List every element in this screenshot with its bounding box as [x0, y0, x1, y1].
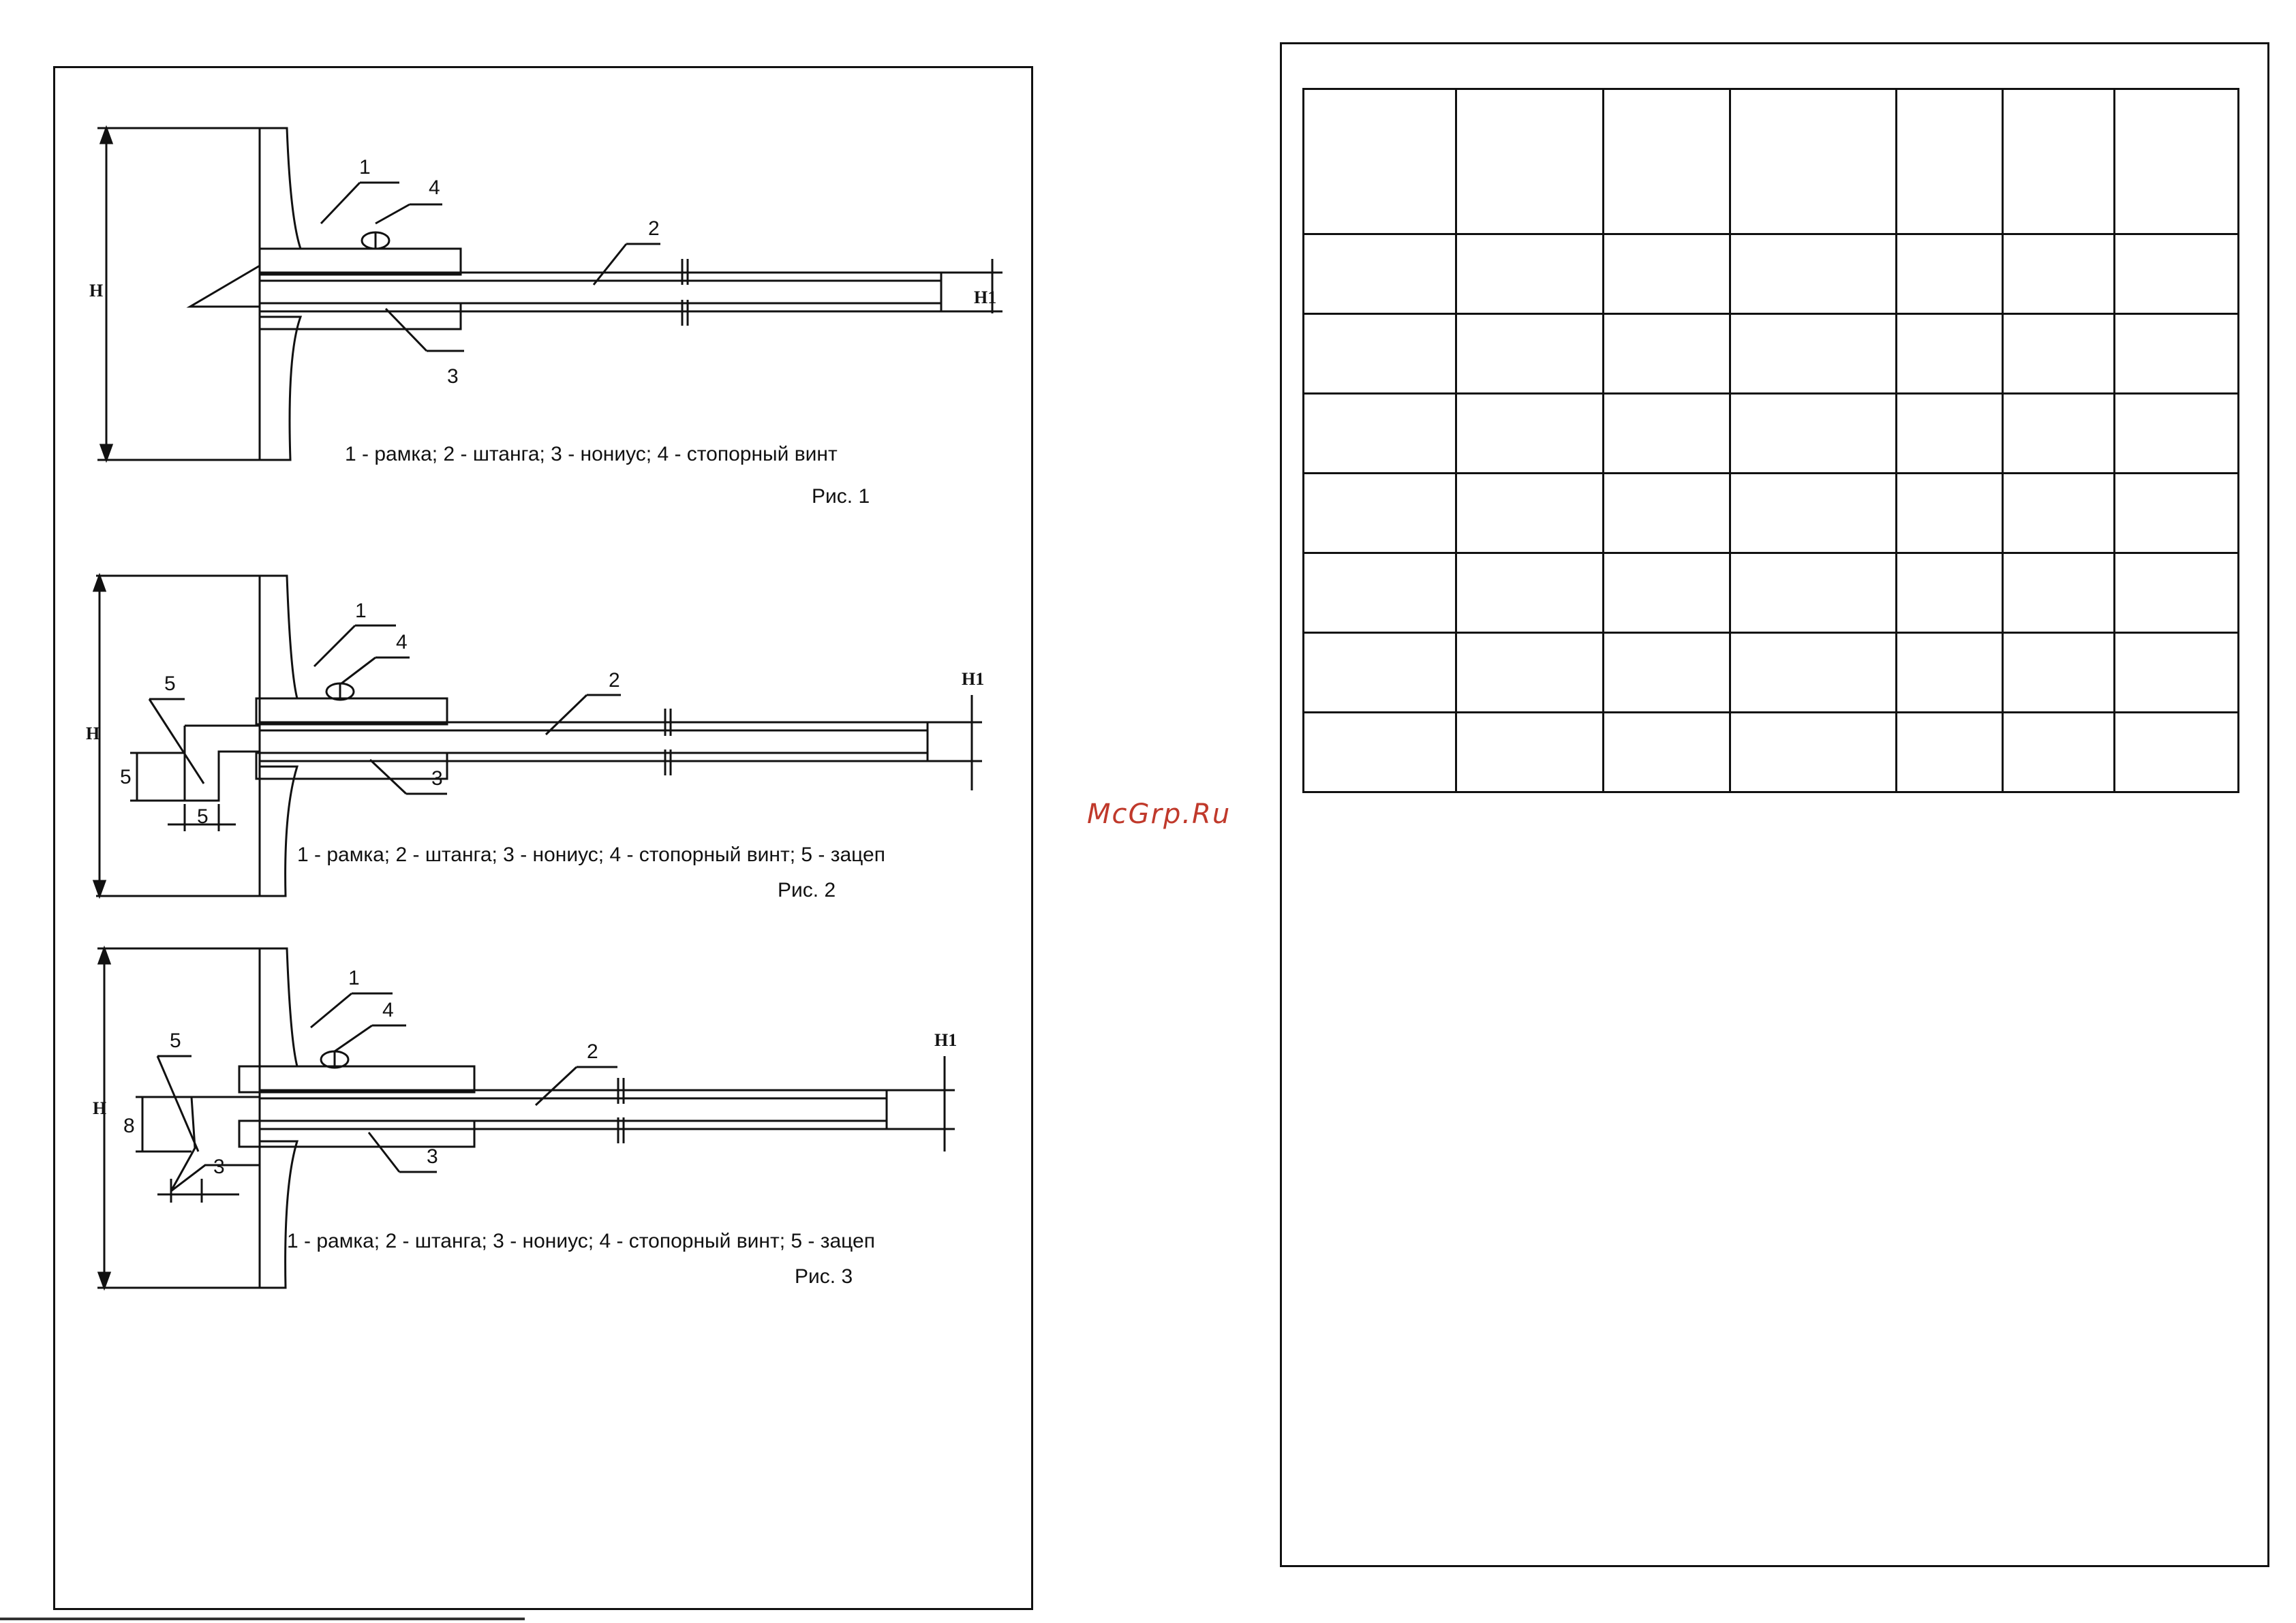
- table-cell: [1304, 234, 1456, 314]
- fig3-legend: 1 - рамка; 2 - штанга; 3 - нониус; 4 - стопорный винт; 5 - зацеп: [287, 1230, 875, 1252]
- fig3-dim-H: H: [93, 1098, 107, 1118]
- left-page: [53, 66, 1033, 1610]
- table-row: [1304, 553, 2239, 633]
- fig1-callout-1: 1: [359, 156, 371, 179]
- fig3-dim-H1: H1: [934, 1030, 958, 1050]
- table-cell: [2003, 633, 2115, 713]
- fig1-dim-H: H: [89, 281, 104, 300]
- table-cell: [1897, 314, 2003, 394]
- right-page: [1280, 42, 2269, 1567]
- table-cell: [2003, 89, 2115, 234]
- bottom-rule: [0, 1618, 525, 1620]
- table-cell: [1897, 713, 2003, 792]
- table-cell: [2003, 394, 2115, 474]
- table-cell: [1897, 234, 2003, 314]
- table-cell: [1730, 234, 1897, 314]
- figure-3: [55, 865, 1035, 1295]
- fig2-callout-5: 5: [164, 673, 176, 695]
- fig3-dim-3: 3: [213, 1156, 225, 1178]
- table-cell: [2115, 314, 2239, 394]
- figure-1-drawing: [55, 68, 1035, 504]
- table-cell: [1604, 394, 1730, 474]
- table-cell: [2003, 474, 2115, 553]
- table-cell: [1604, 633, 1730, 713]
- figure-2: [55, 491, 1035, 927]
- table-cell: [1897, 394, 2003, 474]
- table-cell: [2115, 553, 2239, 633]
- fig3-callout-3: 3: [427, 1145, 438, 1168]
- table-cell: [1897, 633, 2003, 713]
- table-cell: [1304, 474, 1456, 553]
- table-cell: [1604, 89, 1730, 234]
- fig1-callout-2: 2: [648, 217, 660, 240]
- table-cell: [1456, 553, 1604, 633]
- fig1-callout-3: 3: [447, 365, 459, 388]
- table-cell: [1604, 713, 1730, 792]
- table-cell: [2115, 394, 2239, 474]
- table-cell: [1730, 633, 1897, 713]
- table-cell: [2115, 89, 2239, 234]
- table-cell: [2115, 713, 2239, 792]
- fig3-callout-4: 4: [382, 999, 394, 1021]
- table-row: [1304, 89, 2239, 234]
- table-row: [1304, 314, 2239, 394]
- table-cell: [1304, 633, 1456, 713]
- fig1-callout-4: 4: [429, 176, 440, 199]
- table-cell: [1730, 713, 1897, 792]
- table-cell: [1456, 234, 1604, 314]
- table-cell: [2003, 234, 2115, 314]
- table-cell: [2003, 553, 2115, 633]
- table-cell: [1730, 314, 1897, 394]
- fig2-dim-5-vertical: 5: [120, 766, 132, 788]
- table-cell: [1730, 89, 1897, 234]
- table-cell: [1604, 553, 1730, 633]
- table-cell: [1730, 553, 1897, 633]
- table-cell: [1897, 474, 2003, 553]
- fig2-dim-H1: H1: [962, 669, 985, 689]
- fig2-legend: 1 - рамка; 2 - штанга; 3 - нониус; 4 - стопорный винт; 5 - зацеп: [297, 844, 885, 866]
- table-row: [1304, 394, 2239, 474]
- table-cell: [1897, 89, 2003, 234]
- table-cell: [1456, 713, 1604, 792]
- table-cell: [1730, 394, 1897, 474]
- fig2-dim-H: H: [86, 724, 100, 743]
- watermark: McGrp.Ru: [1087, 799, 1231, 830]
- fig1-dim-H1: H1: [974, 288, 997, 307]
- fig3-caption: Рис. 3: [795, 1265, 853, 1288]
- table-cell: [1604, 314, 1730, 394]
- fig2-caption: Рис. 2: [778, 879, 836, 901]
- table-cell: [2115, 234, 2239, 314]
- table-cell: [1456, 474, 1604, 553]
- table-row: [1304, 474, 2239, 553]
- fig2-dim-5-horizontal: 5: [197, 805, 209, 828]
- table-cell: [1456, 89, 1604, 234]
- table-cell: [1897, 553, 2003, 633]
- table-cell: [1304, 553, 1456, 633]
- table-cell: [1456, 394, 1604, 474]
- fig3-dim-8: 8: [123, 1115, 135, 1137]
- fig2-callout-3: 3: [431, 767, 443, 790]
- table-row: [1304, 713, 2239, 792]
- table-cell: [1304, 713, 1456, 792]
- fig1-caption: Рис. 1: [812, 485, 870, 508]
- fig3-callout-2: 2: [587, 1040, 598, 1063]
- blank-table: [1302, 88, 2239, 793]
- fig2-callout-4: 4: [396, 631, 408, 653]
- table-cell: [2115, 474, 2239, 553]
- table-cell: [1304, 89, 1456, 234]
- table-row: [1304, 234, 2239, 314]
- fig1-legend: 1 - рамка; 2 - штанга; 3 - нониус; 4 - стопорный винт: [345, 443, 838, 465]
- figure-1: [55, 68, 1035, 508]
- table-cell: [1304, 394, 1456, 474]
- table-cell: [1604, 474, 1730, 553]
- table-cell: [2003, 314, 2115, 394]
- table-cell: [1304, 314, 1456, 394]
- table-row: [1304, 633, 2239, 713]
- fig2-callout-1: 1: [355, 600, 367, 622]
- fig3-callout-1: 1: [348, 967, 360, 989]
- table-cell: [1456, 314, 1604, 394]
- fig2-callout-2: 2: [609, 669, 620, 692]
- table-cell: [1604, 234, 1730, 314]
- table-cell: [1730, 474, 1897, 553]
- fig3-callout-5: 5: [170, 1030, 181, 1052]
- table-cell: [1456, 633, 1604, 713]
- table-cell: [2115, 633, 2239, 713]
- table-cell: [2003, 713, 2115, 792]
